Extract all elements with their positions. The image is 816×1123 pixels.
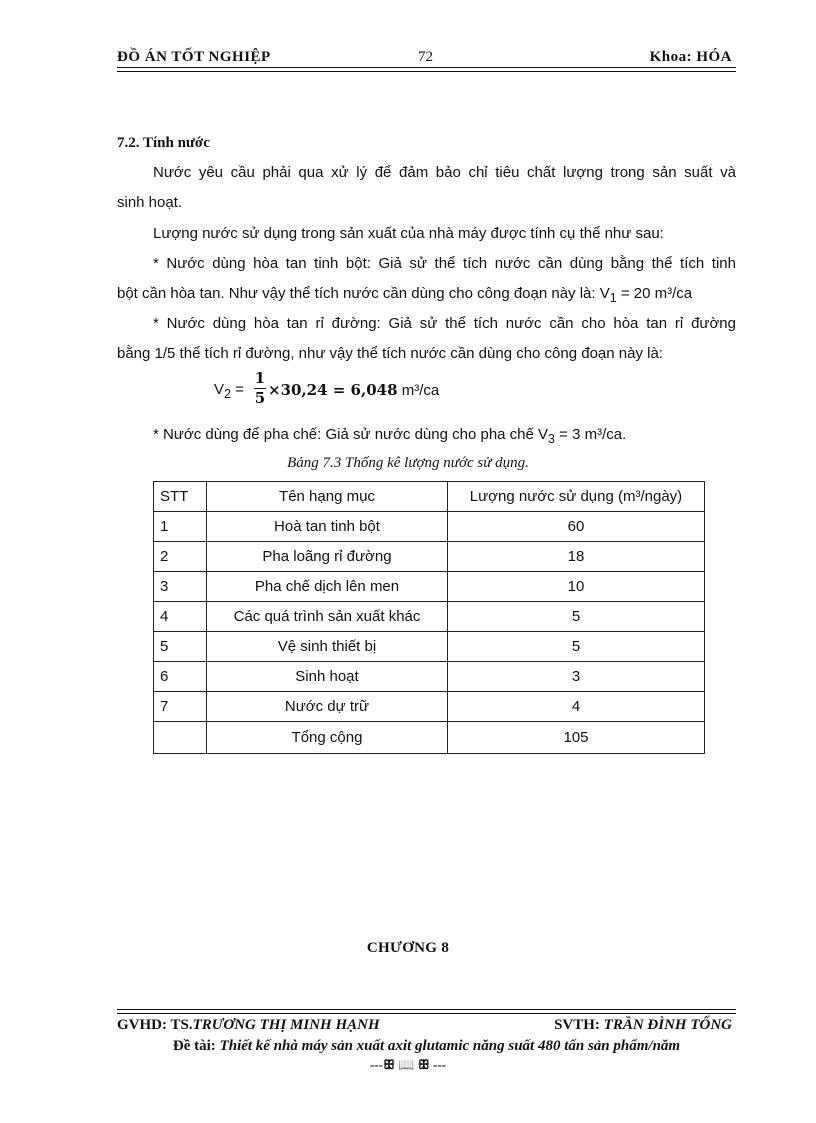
cell-stt: 1: [154, 512, 207, 542]
text-run: * Nước dùng để pha chế: Giả sử nước dùng cho pha chế V: [153, 426, 549, 443]
text-run: =: [230, 381, 244, 398]
cell-amount: 5: [448, 632, 705, 662]
header-faculty: Khoa: HÓA: [649, 49, 732, 65]
paragraph-line: bằng 1/5 thể tích rỉ đường, như vậy thể tích nước cần dùng cho công đoạn này là:: [117, 345, 663, 362]
topic-text: Thiết kế nhà máy sản xuất axit glutamic năng suất 480 tấn sản phẩm/năm: [215, 1038, 681, 1054]
fraction-denominator: 5: [254, 389, 266, 407]
text-run: bột cần hòa tan. Như vậy thể tích nước cần dùng cho công đoạn này là: V: [117, 285, 610, 302]
cell-amount: 18: [448, 542, 705, 572]
paragraph-line: [153, 425, 626, 449]
formula-value: ×30,24 = 6,048: [268, 381, 398, 399]
paragraph-line: Lượng nước sử dụng trong sản xuất của nhà máy được tính cụ thể như sau:: [153, 225, 664, 242]
text-run: = 3 m³/ca.: [555, 426, 627, 443]
table-row: [154, 512, 705, 542]
advisor-label: GVHD: TS.: [117, 1017, 193, 1033]
cell-amount: 5: [448, 602, 705, 632]
footer-credits: [117, 1017, 736, 1037]
footer-rule: [117, 1009, 736, 1010]
formula-lhs: [214, 381, 244, 401]
footer-ornament: ---ꕥ 📖 ꕥ ---: [369, 1057, 447, 1072]
table-total-row: [154, 722, 705, 754]
header-cell: Tên hạng mục: [207, 482, 448, 512]
table-row: [154, 572, 705, 602]
table-row: [154, 632, 705, 662]
footer-student: [554, 1017, 732, 1034]
formula-rhs: [268, 381, 439, 399]
cell-item: Hoà tan tinh bột: [207, 512, 448, 542]
subscript: 1: [609, 291, 617, 305]
student-name: TRẦN ĐÌNH TỔNG: [603, 1017, 732, 1033]
fraction-numerator: 1: [254, 369, 266, 387]
cell-stt: 2: [154, 542, 207, 572]
cell-stt: 7: [154, 692, 207, 722]
cell-amount: 3: [448, 662, 705, 692]
section-title: 7.2. Tính nước: [117, 135, 210, 151]
paragraph-line: sinh hoạt.: [117, 194, 183, 211]
subscript: 2: [224, 387, 231, 401]
footer-rule: [117, 1013, 736, 1014]
cell-total-amount: 105: [448, 722, 705, 754]
paragraph-line: [117, 284, 692, 308]
cell-item: Nước dự trữ: [207, 692, 448, 722]
cell-amount: 10: [448, 572, 705, 602]
table-row: [154, 602, 705, 632]
header-thesis-title: ĐỒ ÁN TỐT NGHIỆP: [117, 49, 271, 65]
footer-advisor: [117, 1017, 380, 1034]
cell-item: Pha loãng rỉ đường: [207, 542, 448, 572]
water-usage-table: [153, 481, 705, 754]
header-rule: [117, 67, 736, 68]
cell-stt: [154, 722, 207, 754]
cell-item: Pha chế dịch lên men: [207, 572, 448, 602]
paragraph-line: * Nước dùng hòa tan rỉ đường: Giả sử thể tích nước cần cho hòa tan rỉ đường: [153, 315, 736, 332]
text-run: = 20 m³/ca: [616, 285, 693, 302]
cell-item: Sinh hoạt: [207, 662, 448, 692]
footer-topic: [117, 1038, 736, 1055]
header-cell: Lượng nước sử dụng (m³/ngày): [448, 482, 705, 512]
cell-amount: 60: [448, 512, 705, 542]
cell-amount: 4: [448, 692, 705, 722]
fraction: [254, 370, 266, 407]
cell-item: Các quá trình sản xuất khác: [207, 602, 448, 632]
table-caption: Bảng 7.3 Thống kê lượng nước sử dụng.: [287, 455, 529, 471]
topic-label: Đề tài:: [172, 1038, 216, 1054]
student-label: SVTH:: [554, 1017, 604, 1033]
page-header: [117, 49, 736, 69]
page-number: 72: [418, 49, 433, 65]
cell-item: Vệ sinh thiết bị: [207, 632, 448, 662]
table-row: [154, 542, 705, 572]
table-row: [154, 662, 705, 692]
cell-stt: 4: [154, 602, 207, 632]
subscript: 3: [548, 432, 555, 446]
chapter-heading: CHƯƠNG 8: [366, 940, 450, 956]
cell-total-label: Tổng cộng: [207, 722, 448, 754]
paragraph-line: * Nước dùng hòa tan tinh bột: Giả sử thể tích nước cần dùng bằng thể tích tinh: [153, 255, 736, 272]
table-header-row: [154, 482, 705, 512]
cell-stt: 5: [154, 632, 207, 662]
cell-stt: 3: [154, 572, 207, 602]
formula-unit: m³/ca: [397, 382, 440, 399]
header-rule: [117, 71, 736, 72]
paragraph-line: Nước yêu cầu phải qua xử lý để đảm bảo chỉ tiêu chất lượng trong sản suất và: [153, 164, 736, 181]
cell-stt: 6: [154, 662, 207, 692]
advisor-name: TRƯƠNG THỊ MINH HẠNH: [192, 1017, 380, 1033]
header-cell: STT: [154, 482, 207, 512]
text-run: V: [214, 381, 225, 398]
table-row: [154, 692, 705, 722]
